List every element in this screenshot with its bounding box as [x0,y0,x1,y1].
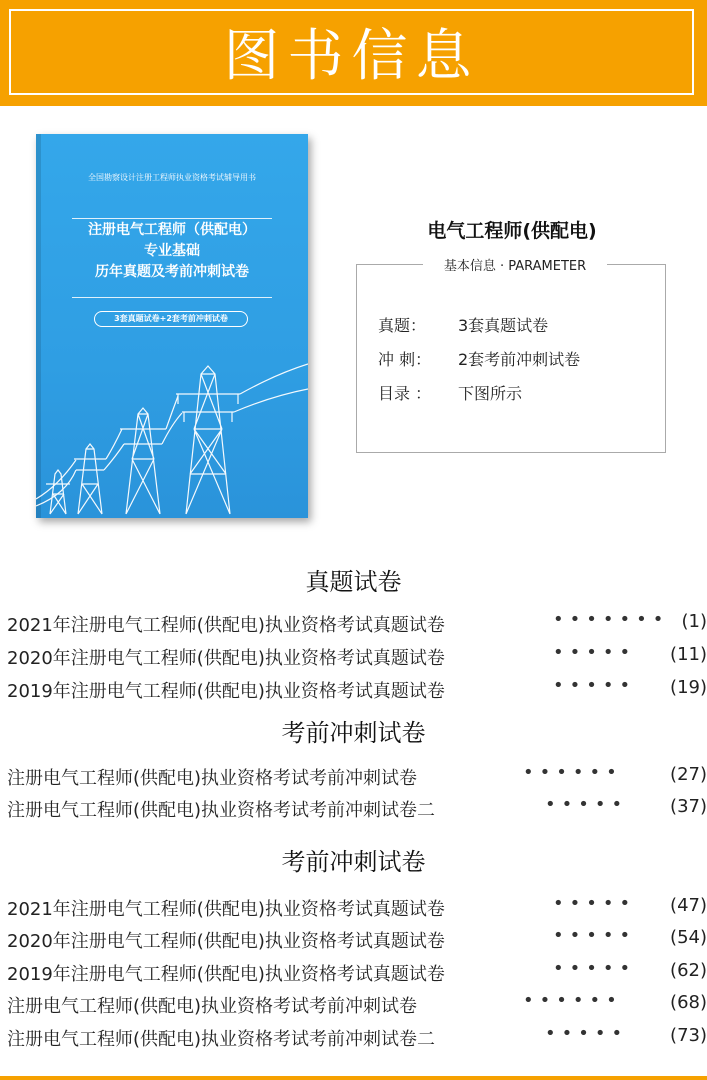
toc-leader-dots: ••••• [553,958,637,979]
toc-entry-text: 注册电气工程师(供配电)执业资格考试考前冲刺试卷二 [7,800,436,821]
toc-row [7,895,707,921]
toc-section-title: 考前冲刺试卷 [281,719,426,747]
cover-rule-bottom [72,297,272,298]
info-value: 2套考前冲刺试卷 [458,350,581,369]
toc-page-number: (19) [670,677,707,698]
toc-page-number: (47) [670,895,707,916]
page-title: 图书信息 [223,24,480,89]
toc-page-number: (11) [670,644,707,665]
toc-section-title: 考前冲刺试卷 [281,848,426,876]
book-title-line-3: 历年真题及考前冲刺试卷 [95,264,249,280]
toc-entry-text: 注册电气工程师(供配电)执业资格考试考前冲刺试卷二 [7,1029,436,1050]
toc-leader-dots: ••••• [553,675,637,696]
toc-row [7,796,707,822]
toc-page-number: (27) [670,764,707,785]
bottom-accent-line [0,1076,707,1080]
toc-page-number: (1) [681,611,707,632]
toc-entry-text: 2020年注册电气工程师(供配电)执业资格考试真题试卷 [7,931,445,952]
toc-row [7,764,707,790]
toc-row [7,992,707,1018]
book-title-line-1: 注册电气工程师（供配电） [88,222,256,238]
info-row-zhenti [378,313,548,336]
toc-page-number: (62) [670,960,707,981]
toc-leader-dots: ••••• [553,925,637,946]
toc-page-number: (73) [670,1025,707,1046]
toc-leader-dots: ••••• [545,794,629,815]
info-key: 真题： [378,316,427,335]
toc-entry-text: 2021年注册电气工程师(供配电)执业资格考试真题试卷 [7,615,445,636]
toc-leader-dots: •••••• [523,990,623,1011]
toc-leader-dots: ••••• [553,642,637,663]
toc-entry-text: 注册电气工程师(供配电)执业资格考试考前冲刺试卷 [7,996,418,1017]
toc-entry-text: 2019年注册电气工程师(供配电)执业资格考试真题试卷 [7,964,445,985]
toc-entry-text: 2020年注册电气工程师(供配电)执业资格考试真题试卷 [7,648,445,669]
toc-page-number: (37) [670,796,707,817]
toc-entry-text: 2019年注册电气工程师(供配电)执业资格考试真题试卷 [7,681,445,702]
toc-leader-dots: •••••• [523,762,623,783]
toc-row [7,960,707,986]
toc-row [7,611,707,637]
toc-row [7,677,707,703]
toc-section-title: 真题试卷 [305,568,402,596]
cover-rule-top [72,218,272,219]
toc-leader-dots: ••••••• [553,609,670,630]
book-badge: 3套真题试卷+2套考前冲刺试卷 [94,311,248,327]
toc-row [7,1025,707,1051]
info-subtitle: 基本信息 · PARAMETER [423,255,607,273]
toc-row [7,644,707,670]
toc-entry-text: 2021年注册电气工程师(供配电)执业资格考试真题试卷 [7,899,445,920]
header-banner [0,0,707,106]
info-row-mulu [378,381,522,404]
info-key: 目录 ： [378,384,432,403]
info-row-chongci [378,347,580,370]
info-key: 冲 刺： [378,350,432,369]
book-series: 全国勘察设计注册工程师执业资格考试辅导用书 [88,173,256,182]
toc-page-number: (68) [670,992,707,1013]
info-value: 3套真题试卷 [458,316,549,335]
info-value: 下图所示 [458,384,523,403]
toc-page-number: (54) [670,927,707,948]
toc-leader-dots: ••••• [553,893,637,914]
power-towers-illustration [36,334,308,518]
header-frame [9,9,694,95]
toc-leader-dots: ••••• [545,1023,629,1044]
toc-entry-text: 注册电气工程师(供配电)执业资格考试考前冲刺试卷 [7,768,418,789]
toc-row [7,927,707,953]
info-title: 电气工程师(供配电) [427,220,597,242]
book-cover [36,134,308,518]
book-title-line-2: 专业基础 [144,243,200,259]
